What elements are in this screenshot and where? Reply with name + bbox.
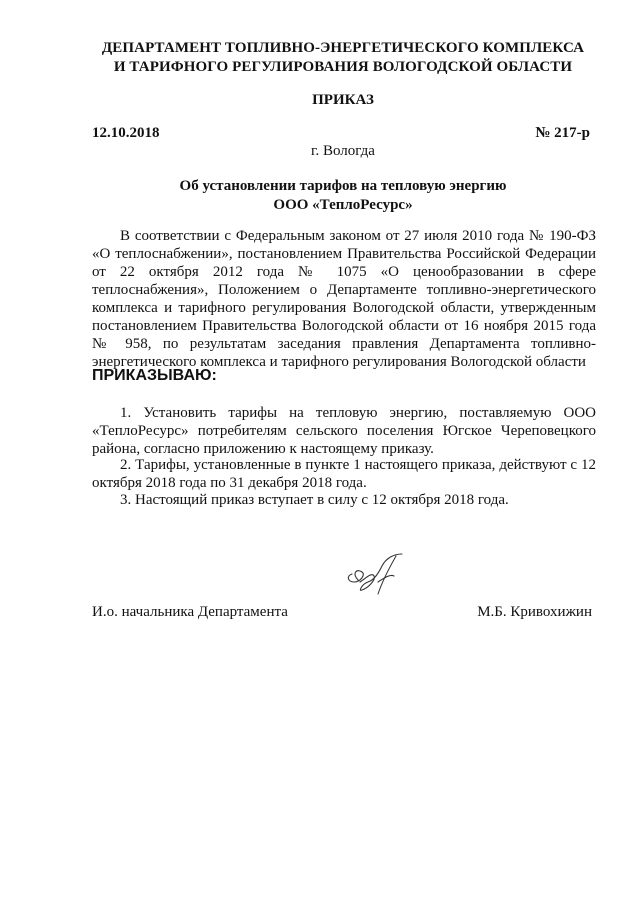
preamble-paragraph: В соответствии с Федеральным законом от 27 июля 2010 года № 190-ФЗ «О теплоснабжении», постановлением Правительства Российской Федерации от 22 октября 2012 года № 1075 «О ценообразовании в сфере теплоснабжения», Положением о Департаменте топливно-энергетического комплекса и тарифного регулирования Вологодской области, утвержденным постановлением Правительства Вологодской области от 16 ноября 2015 года № 958, по результатам заседания правления Департамента топливно-энергетического комплекса и тарифного регулирования Вологодской области	[92, 228, 596, 370]
document-title: ПРИКАЗ	[312, 92, 374, 108]
order-item-1: 1. Установить тарифы на тепловую энергию, поставляемую ООО «ТеплоРесурс» потребителям сельского поселения Югское Череповецкого района, согласно приложению к настоящему приказу.	[92, 405, 596, 457]
signatory-role: И.о. начальника Департамента	[92, 604, 288, 620]
document-number: № 217-р	[535, 125, 590, 141]
order-item-2: 2. Тарифы, установленные в пункте 1 настоящего приказа, действуют с 12 октября 2018 года по 31 декабря 2018 года.	[92, 457, 596, 491]
header-line-2: И ТАРИФНОГО РЕГУЛИРОВАНИЯ ВОЛОГОДСКОЙ ОБЛАСТИ	[113, 59, 573, 75]
subject-line-1: Об установлении тарифов на тепловую энергию	[179, 178, 507, 194]
document-date: 12.10.2018	[92, 125, 160, 141]
handwritten-signature	[338, 552, 428, 602]
order-item-3: 3. Настоящий приказ вступает в силу с 12 октября 2018 года.	[120, 492, 509, 508]
signatory-name: М.Б. Кривохижин	[477, 604, 592, 620]
department-header	[60, 39, 626, 77]
subject-line-2: ООО «ТеплоРесурс»	[273, 197, 413, 213]
header-line-1: ДЕПАРТАМЕНТ ТОПЛИВНО-ЭНЕРГЕТИЧЕСКОГО КОМПЛЕКСА	[101, 40, 585, 56]
document-subject	[60, 177, 626, 215]
order-word: ПРИКАЗЫВАЮ:	[92, 367, 217, 384]
document-city: г. Вологда	[311, 143, 375, 159]
